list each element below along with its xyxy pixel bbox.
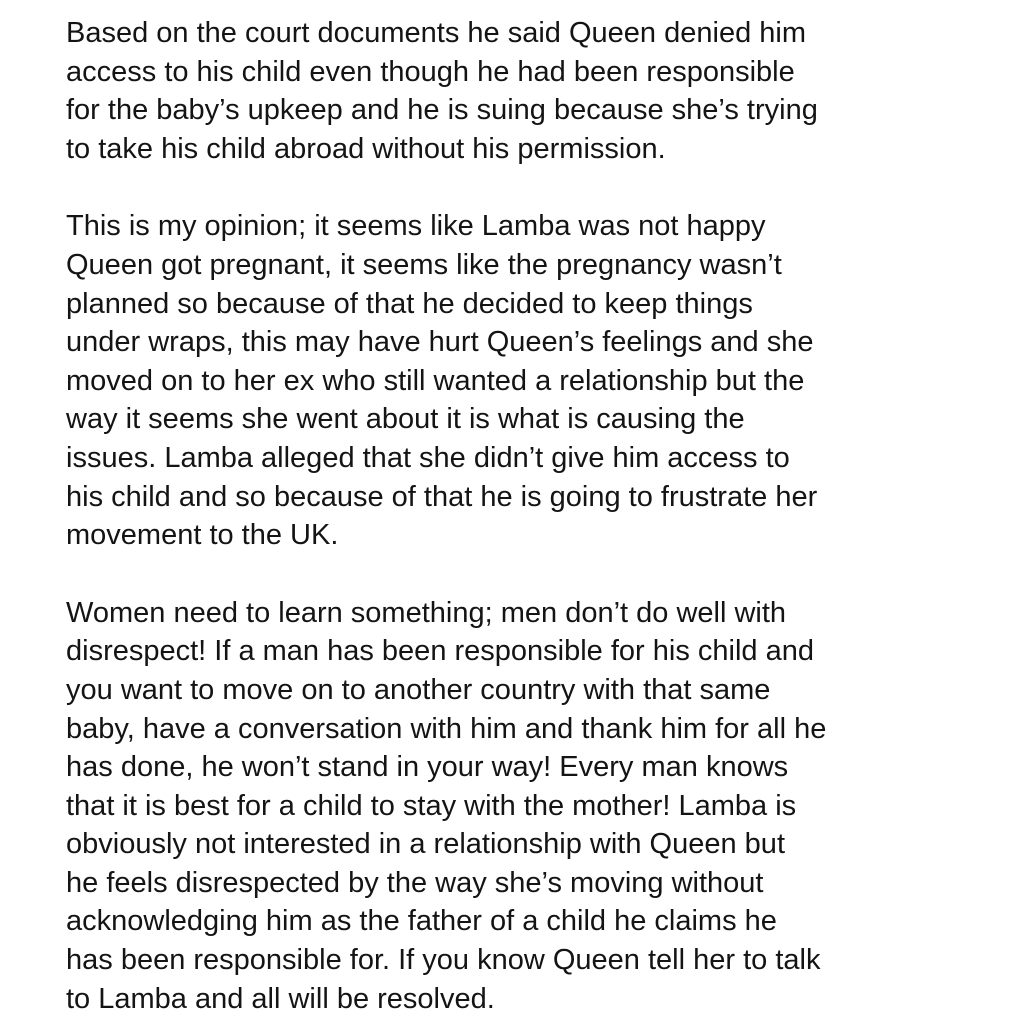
document-body bbox=[66, 14, 1006, 1018]
text-line: Women need to learn something; men don’t do well with bbox=[66, 596, 787, 629]
text-line: he feels disrespected by the way she’s moving without bbox=[66, 866, 764, 899]
text-line: under wraps, this may have hurt Queen’s feelings and she bbox=[66, 326, 814, 359]
text-line: to Lamba and all will be resolved. bbox=[66, 982, 495, 1015]
text-line: to take his child abroad without his permission. bbox=[66, 132, 666, 165]
text-line: way it seems she went about it is what is causing the bbox=[66, 403, 745, 436]
text-line: his child and so because of that he is going to frustrate her bbox=[66, 480, 818, 513]
text-line: that it is best for a child to stay with the mother! Lamba is bbox=[66, 789, 797, 822]
paragraph-advice bbox=[66, 594, 1006, 1019]
text-line: Queen got pregnant, it seems like the pregnancy wasn’t bbox=[66, 248, 782, 281]
text-line: issues. Lamba alleged that she didn’t give him access to bbox=[66, 441, 790, 474]
text-line: disrespect! If a man has been responsible for his child and bbox=[66, 635, 814, 668]
text-line: has been responsible for. If you know Queen tell her to talk bbox=[66, 944, 821, 977]
text-line: moved on to her ex who still wanted a relationship but the bbox=[66, 364, 805, 397]
text-line: you want to move on to another country with that same bbox=[66, 673, 771, 706]
text-line: for the baby’s upkeep and he is suing because she’s trying bbox=[66, 94, 818, 127]
text-line: obviously not interested in a relationship with Queen but bbox=[66, 828, 785, 861]
text-line: acknowledging him as the father of a child he claims he bbox=[66, 905, 777, 938]
paragraph-spacer bbox=[66, 555, 1006, 594]
paragraph-court-documents bbox=[66, 14, 1006, 168]
text-line: movement to the UK. bbox=[66, 519, 339, 552]
text-line: baby, have a conversation with him and thank him for all he bbox=[66, 712, 827, 745]
text-line: has done, he won’t stand in your way! Every man knows bbox=[66, 751, 789, 784]
text-line: access to his child even though he had been responsible bbox=[66, 55, 795, 88]
paragraph-opinion bbox=[66, 207, 1006, 554]
text-line: This is my opinion; it seems like Lamba was not happy bbox=[66, 210, 766, 243]
paragraph-spacer bbox=[66, 168, 1006, 207]
text-line: planned so because of that he decided to keep things bbox=[66, 287, 753, 320]
text-line: Based on the court documents he said Queen denied him bbox=[66, 17, 806, 49]
